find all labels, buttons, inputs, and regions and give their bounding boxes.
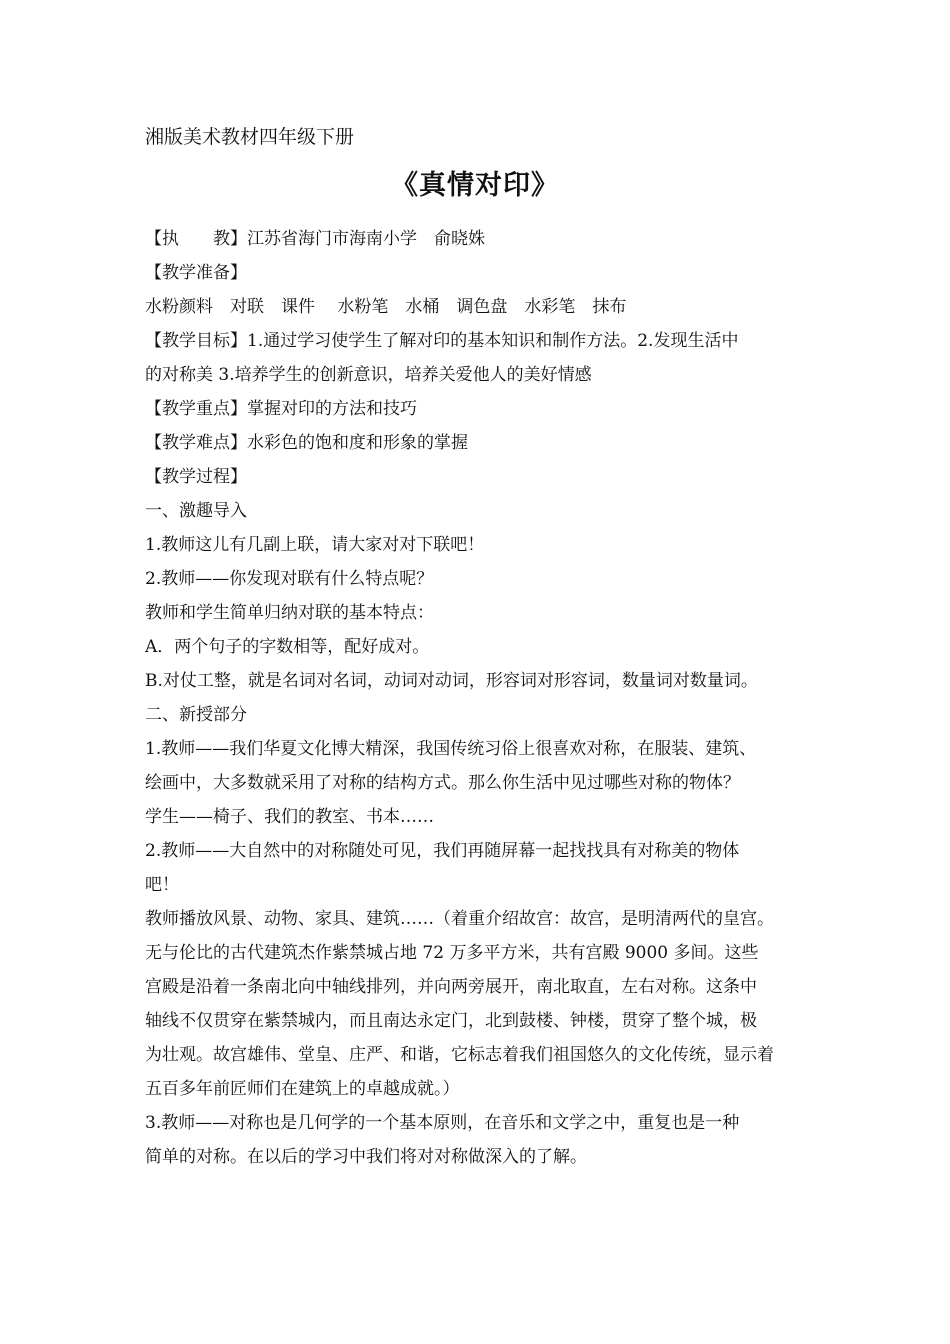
key-points: 【教学重点】掌握对印的方法和技巧 (145, 399, 417, 419)
paragraph-line: 2.教师——大自然中的对称随处可见，我们再随屏幕一起找找具有对称美的物体 (145, 841, 740, 861)
paragraph-line: 3.教师——对称也是几何学的一个基本原则，在音乐和文学之中，重复也是一种 (145, 1113, 740, 1133)
process-heading: 【教学过程】 (145, 467, 247, 487)
preparation-materials: 水粉颜料 对联 课件 水粉笔 水桶 调色盘 水彩笔 抹布 (145, 297, 627, 317)
instructor-line: 【执 教】江苏省海门市海南小学 俞晓姝 (145, 229, 485, 249)
paragraph-line: 无与伦比的古代建筑杰作紫禁城占地 72 万多平方米，共有宫殿 9000 多间。这些 (145, 943, 759, 963)
difficult-points: 【教学难点】水彩色的饱和度和形象的掌握 (145, 433, 468, 453)
paragraph-line: 2.教师——你发现对联有什么特点呢？ (145, 569, 434, 589)
paragraph-line: 吧！ (145, 875, 179, 895)
paragraph-line: 学生——椅子、我们的教室、书本…… (145, 807, 434, 827)
section-heading-new-lesson: 二、新授部分 (145, 705, 247, 725)
textbook-subtitle: 湘版美术教材四年级下册 (145, 126, 355, 148)
paragraph-line: 教师和学生简单归纳对联的基本特点： (145, 603, 434, 623)
objectives-line-1: 【教学目标】1.通过学习使学生了解对印的基本知识和制作方法。2.发现生活中 (145, 331, 739, 351)
paragraph-line: 宫殿是沿着一条南北向中轴线排列，并向两旁展开，南北取直，左右对称。这条中 (145, 977, 757, 997)
paragraph-line: 五百多年前匠师们在建筑上的卓越成就。） (145, 1079, 460, 1099)
paragraph-line: 简单的对称。在以后的学习中我们将对对称做深入的了解。 (145, 1147, 587, 1167)
paragraph-line: 教师播放风景、动物、家具、建筑……（着重介绍故宫：故宫，是明清两代的皇宫。 (145, 909, 774, 929)
paragraph-line: 绘画中，大多数就采用了对称的结构方式。那么你生活中见过哪些对称的物体？ (145, 773, 740, 793)
lesson-title: 《真情对印》 (391, 170, 559, 201)
paragraph-line: B.对仗工整，就是名词对名词，动词对动词，形容词对形容词，数量词对数量词。 (145, 671, 758, 691)
paragraph-line: 轴线不仅贯穿在紫禁城内，而且南达永定门，北到鼓楼、钟楼，贯穿了整个城，极 (145, 1011, 757, 1031)
preparation-heading: 【教学准备】 (145, 263, 247, 283)
objectives-line-2: 的对称美 3.培养学生的创新意识，培养关爱他人的美好情感 (145, 365, 592, 385)
lesson-body (145, 222, 810, 1174)
paragraph-line: A．两个句子的字数相等，配好成对。 (145, 637, 430, 657)
paragraph-line: 1.教师——我们华夏文化博大精深，我国传统习俗上很喜欢对称，在服装、建筑、 (145, 739, 757, 759)
paragraph-line: 为壮观。故宫雄伟、堂皇、庄严、和谐，它标志着我们祖国悠久的文化传统，显示着 (145, 1045, 774, 1065)
paragraph-line: 1.教师这儿有几副上联，请大家对对下联吧！ (145, 535, 485, 555)
section-heading-intro: 一、激趣导入 (145, 501, 247, 521)
